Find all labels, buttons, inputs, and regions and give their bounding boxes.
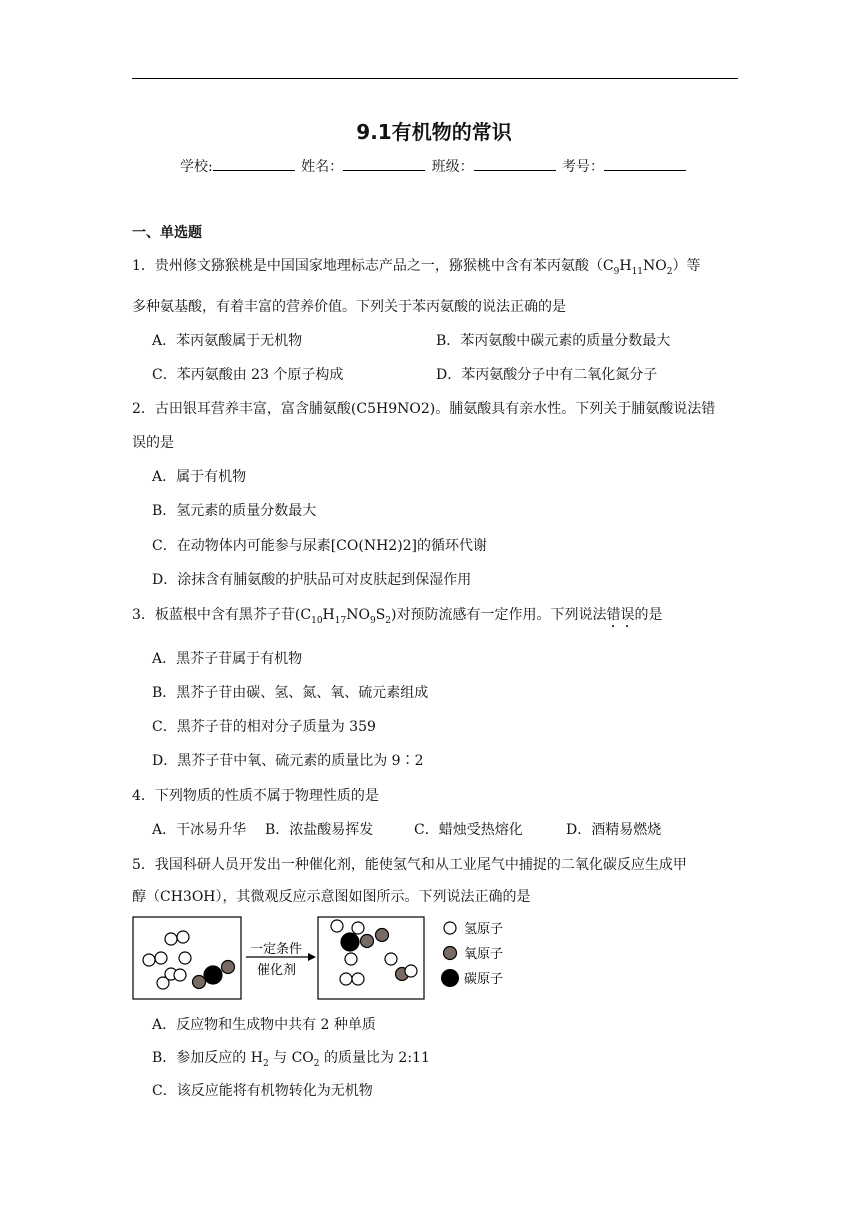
header-rule xyxy=(132,78,738,79)
q5-option-a[interactable]: A．反应物和生成物中共有 2 种单质 xyxy=(152,1017,376,1033)
legend xyxy=(441,922,503,987)
name-label: 姓名： xyxy=(301,159,344,175)
legend-hydrogen-label: 氢原子 xyxy=(464,922,504,937)
product-molecules xyxy=(331,920,417,985)
q5-stem-line1: 5．我国科研人员开发出一种催化剂，能使氢气和从工业尾气中捕捉的二氧化碳反应生成甲 xyxy=(132,857,687,873)
class-blank[interactable] xyxy=(474,158,556,171)
exam-no-label: 考号： xyxy=(562,159,605,175)
reaction-arrow xyxy=(246,942,316,978)
student-info xyxy=(0,156,868,176)
q4-option-c[interactable]: C．蜡烛受热熔化 xyxy=(414,822,523,838)
q2-option-c[interactable]: C．在动物体内可能参与尿素[CO(NH2)2]的循环代谢 xyxy=(152,538,488,554)
q1-option-a[interactable]: A．苯丙氨酸属于无机物 xyxy=(152,333,303,349)
q2-option-d[interactable]: D．涂抹含有脯氨酸的护肤品可对皮肤起到保湿作用 xyxy=(152,572,472,588)
arrow-top-label: 一定条件 xyxy=(250,942,303,957)
hydrogen-atom xyxy=(157,977,169,989)
hydrogen-atom xyxy=(165,933,177,945)
legend-oxygen-swatch xyxy=(444,947,457,960)
q2-option-a[interactable]: A．属于有机物 xyxy=(152,469,247,485)
q2-stem-line1: 2．古田银耳营养丰富，富含脯氨酸(C5H9NO2)。脯氨酸具有亲水性。下列关于脯氨酸说法错 xyxy=(132,401,716,417)
q4-option-b[interactable]: B．浓盐酸易挥发 xyxy=(265,822,374,838)
q5-option-b[interactable]: B．参加反应的 $H_2$ 与 $CO_2$ 的质量比为 2:11 xyxy=(152,1050,430,1069)
q4-option-d[interactable]: D．酒精易燃烧 xyxy=(566,822,662,838)
oxygen-atom xyxy=(361,935,374,948)
carbon-atom xyxy=(341,933,359,951)
name-blank[interactable] xyxy=(343,158,425,171)
section-heading: 一、单选题 xyxy=(132,225,202,241)
q1-option-b[interactable]: B．苯丙氨酸中碳元素的质量分数最大 xyxy=(436,333,671,349)
hydrogen-atom xyxy=(155,952,167,964)
q4-option-a[interactable]: A．干冰易升华 xyxy=(152,822,247,838)
legend-oxygen-label: 氧原子 xyxy=(464,947,504,962)
q1-option-c[interactable]: C．苯丙氨酸由 23 个原子构成 xyxy=(152,367,344,383)
class-label: 班级： xyxy=(431,159,474,175)
oxygen-atom xyxy=(376,929,389,942)
carbon-atom xyxy=(204,966,222,984)
legend-hydrogen-swatch xyxy=(444,922,456,934)
hydrogen-atom xyxy=(177,931,189,943)
hydrogen-atom xyxy=(179,952,191,964)
hydrogen-atom xyxy=(174,969,186,981)
reaction-diagram xyxy=(132,915,532,1003)
school-blank[interactable] xyxy=(213,158,295,171)
q1-stem-line1: 1．贵州修文猕猴桃是中国国家地理标志产品之一，猕猴桃中含有苯丙氨酸$(C_9H_{11}NO_2)$等 xyxy=(132,258,701,277)
q1-stem-line2: 多种氨基酸，有着丰富的营养价值。下列关于苯丙氨酸的说法正确的是 xyxy=(132,299,566,315)
q3-option-c[interactable]: C．黑芥子苷的相对分子质量为 359 xyxy=(152,719,376,735)
q1-option-d[interactable]: D．苯丙氨酸分子中有二氧化氮分子 xyxy=(436,367,658,383)
exam-no-blank[interactable] xyxy=(604,158,686,171)
reactant-molecules xyxy=(143,931,235,989)
q3-option-d[interactable]: D．黑芥子苷中氧、硫元素的质量比为 9∶2 xyxy=(152,753,424,769)
emphasis-text: 错误 xyxy=(606,607,635,623)
oxygen-atom xyxy=(193,976,206,989)
q3-stem: 3．板蓝根中含有黑芥子苷$(C_{10}H_{17}NO_9S_2)$对预防流感有一定作用。下列说法错误的是 xyxy=(132,607,663,626)
q3-option-b[interactable]: B．黑芥子苷由碳、氢、氮、氧、硫元素组成 xyxy=(152,685,429,701)
page-title: 9.1有机物的常识 xyxy=(356,120,512,144)
hydrogen-atom xyxy=(143,954,155,966)
oxygen-atom xyxy=(222,961,235,974)
q2-option-b[interactable]: B．氢元素的质量分数最大 xyxy=(152,503,317,519)
q3-option-a[interactable]: A．黑芥子苷属于有机物 xyxy=(152,651,303,667)
legend-carbon-swatch xyxy=(441,969,459,987)
q5-option-c[interactable]: C．该反应能将有机物转化为无机物 xyxy=(152,1083,373,1099)
q2-stem-line2: 误的是 xyxy=(132,435,174,451)
q5-stem-line2: 醇（CH3OH），其微观反应示意图如图所示。下列说法正确的是 xyxy=(132,889,531,905)
arrow-bottom-label: 催化剂 xyxy=(257,963,297,978)
school-label: 学校: xyxy=(179,159,213,175)
q4-stem: 4．下列物质的性质不属于物理性质的是 xyxy=(132,788,379,804)
legend-carbon-label: 碳原子 xyxy=(464,972,504,987)
